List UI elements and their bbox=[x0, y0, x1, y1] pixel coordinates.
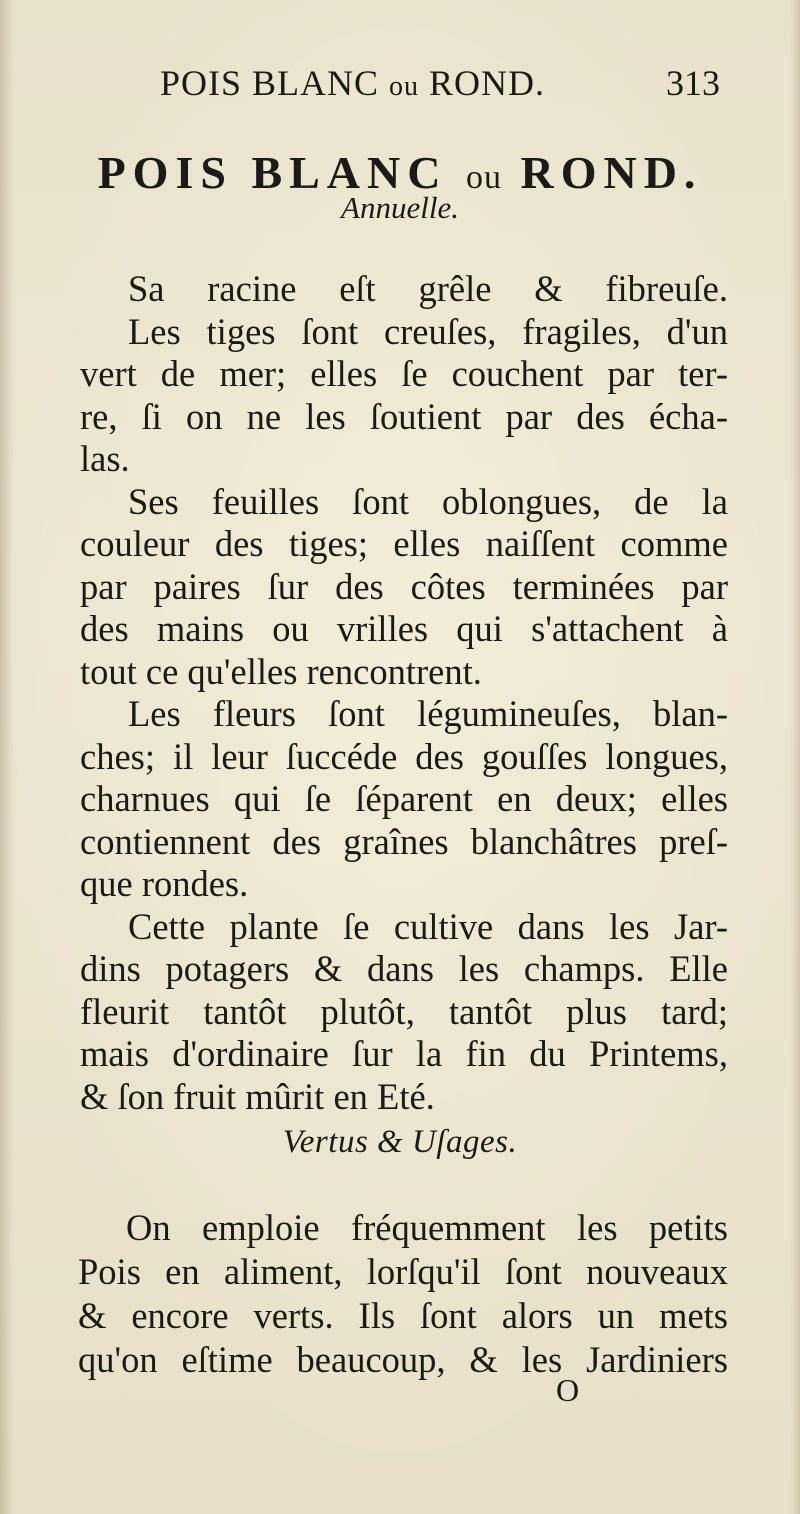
text-line: charnues qui ſe ſéparent en deux; elles bbox=[80, 778, 728, 819]
page-number: 313 bbox=[666, 63, 720, 103]
running-title-part2: ou bbox=[389, 71, 420, 102]
running-head bbox=[0, 62, 800, 102]
text-line: Ses feuilles ſont oblongues, de la bbox=[128, 480, 728, 522]
text-line: re, ſi on ne les ſoutient par des écha- bbox=[80, 395, 728, 437]
text-line: Cette plante ſe cultive dans les Jar- bbox=[128, 905, 728, 947]
text-line: des mains ou vrilles qui s'attachent à bbox=[80, 608, 728, 649]
text-line: Sa racine eſt grêle & fibreuſe. bbox=[128, 268, 728, 309]
text-line: Pois en aliment, lorſqu'il ſont nouveaux bbox=[78, 1251, 728, 1292]
text-line: tout ce qu'elles rencontrent. bbox=[80, 650, 482, 692]
running-title-part3: ROND. bbox=[419, 63, 546, 103]
text-line: dins potagers & dans les champs. Elle bbox=[80, 948, 728, 989]
vertus-heading: Vertus & Uſages. bbox=[282, 1124, 518, 1160]
text-line: Les fleurs ſont légumineuſes, blan- bbox=[128, 693, 728, 734]
text-line: Les tiges ſont creuſes, fragiles, d'un bbox=[128, 310, 728, 352]
text-line: & ſon fruit mûrit en Eté. bbox=[80, 1075, 435, 1117]
signature-mark: O bbox=[556, 1372, 580, 1408]
text-line: contiennent des graînes blanchâtres preſ- bbox=[80, 820, 728, 862]
text-line: On emploie fréquemment les petits bbox=[126, 1207, 728, 1248]
text-line: couleur des tiges; elles naiſſent comme bbox=[80, 523, 728, 564]
right-edge-shadow bbox=[790, 0, 800, 1514]
running-title-part1: POIS BLANC bbox=[160, 63, 390, 103]
text-line: ches; il leur ſuccéde des gouſſes longues, bbox=[80, 735, 728, 777]
description-paragraphs bbox=[80, 268, 728, 1118]
usage-paragraph bbox=[78, 1206, 728, 1382]
text-line: qu'on eſtime beaucoup, & les Jardiniers bbox=[78, 1339, 728, 1380]
text-line: par paires ſur des côtes terminées par bbox=[80, 565, 728, 607]
section-title-part2: ou bbox=[465, 159, 502, 196]
text-line: mais d'ordinaire ſur la fin du Printems, bbox=[80, 1033, 728, 1074]
section-subtitle: Annuelle. bbox=[341, 190, 459, 225]
text-line: que rondes. bbox=[80, 863, 249, 904]
left-edge-shadow bbox=[0, 0, 14, 1514]
section-title-part1: POIS BLANC bbox=[97, 147, 466, 198]
text-line: & encore verts. Ils ſont alors un mets bbox=[78, 1295, 728, 1336]
text-line: fleurit tantôt plutôt, tantôt plus tard; bbox=[80, 990, 728, 1032]
running-title bbox=[160, 62, 545, 104]
text-line: las. bbox=[80, 438, 130, 479]
text-line: vert de mer; elles ſe couchent par ter- bbox=[80, 353, 728, 394]
section-title-part3: ROND. bbox=[501, 147, 703, 198]
